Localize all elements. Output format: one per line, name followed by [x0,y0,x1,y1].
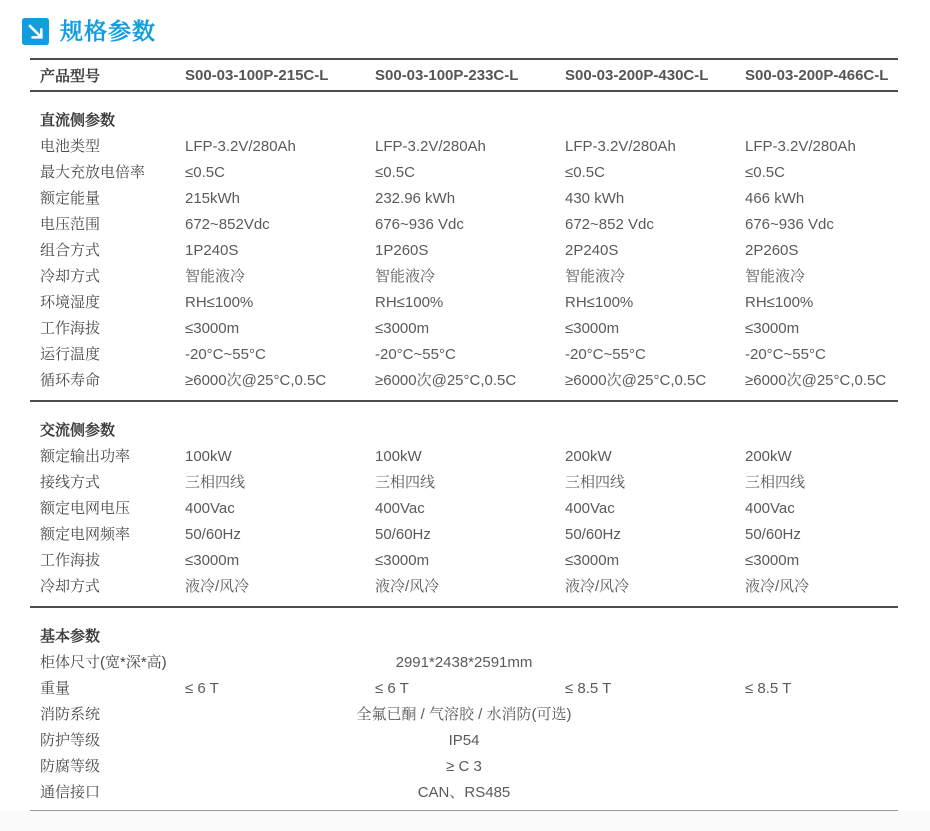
row-label: 通信接口 [40,784,101,801]
cell-value: 676~936 Vdc [375,216,464,233]
cell-value: ≤0.5C [745,164,785,181]
cell-value: LFP-3.2V/280Ah [565,138,676,155]
row-label: 工作海拔 [40,552,101,569]
cell-value: 676~936 Vdc [745,216,834,233]
model-column-header: S00-03-200P-466C-L [745,66,889,84]
cell-value: ≤ 6 T [185,680,219,697]
table-row [30,496,898,522]
cell-value: LFP-3.2V/280Ah [745,138,856,155]
cell-value: 液冷/风冷 [565,578,630,595]
cell-value: 100kW [375,448,422,465]
table-row [30,522,898,548]
cell-value: 50/60Hz [745,526,801,543]
cell-value: 400Vac [565,500,615,517]
cell-value: ≤ 6 T [375,680,409,697]
cell-value: 三相四线 [185,474,246,491]
cell-value: 50/60Hz [185,526,241,543]
cell-value: ≤3000m [375,552,430,569]
cell-value: ≥6000次@25°C,0.5C [745,372,887,389]
section-title: 基本参数 [40,628,101,645]
cell-value: -20°C~55°C [565,346,646,363]
cell-value: ≤3000m [565,320,620,337]
cell-value: 232.96 kWh [375,190,456,207]
product-model-header: 产品型号 [40,67,101,85]
row-label: 额定能量 [40,190,101,207]
table-row [30,160,898,186]
row-label: 重量 [40,680,71,697]
spec-table [30,58,898,811]
section-1 [30,402,898,608]
cell-value: 400Vac [745,500,795,517]
row-label: 消防系统 [40,706,101,723]
row-label: 环境湿度 [40,294,101,311]
cell-value: LFP-3.2V/280Ah [185,138,296,155]
cell-value: 三相四线 [375,474,436,491]
row-label: 额定电网频率 [40,526,131,543]
cell-value: LFP-3.2V/280Ah [375,138,486,155]
spanning-value: ≥ C 3 [446,758,482,775]
row-label: 接线方式 [40,474,101,491]
table-row [30,316,898,342]
cell-value: 50/60Hz [375,526,431,543]
section-2 [30,608,898,811]
section-title: 直流侧参数 [40,112,116,129]
row-label: 循环寿命 [40,372,101,389]
table-row [30,444,898,470]
table-row [30,676,898,702]
cell-value: 430 kWh [565,190,625,207]
cell-value: ≤0.5C [565,164,605,181]
table-row [30,470,898,496]
cell-value: -20°C~55°C [745,346,826,363]
cell-value: ≤0.5C [185,164,225,181]
table-sections [30,92,898,811]
cell-value: 400Vac [375,500,425,517]
row-label: 电压范围 [40,216,101,233]
row-label: 运行温度 [40,346,101,363]
row-label: 额定电网电压 [40,500,131,517]
cell-value: ≤3000m [185,552,240,569]
table-row [30,264,898,290]
cell-value: 200kW [565,448,612,465]
cell-value: ≤3000m [745,552,800,569]
cell-value: 2P260S [745,242,799,259]
row-label: 电池类型 [40,138,101,155]
cell-value: 1P240S [185,242,239,259]
table-row [30,212,898,238]
row-label: 柜体尺寸(宽*深*高) [40,654,167,671]
cell-value: RH≤100% [185,294,254,311]
table-row [30,728,898,754]
spanning-value: CAN、RS485 [417,784,511,801]
cell-value: 1P260S [375,242,429,259]
table-row [30,702,898,728]
cell-value: ≥6000次@25°C,0.5C [565,372,707,389]
row-label: 冷却方式 [40,578,101,595]
spanning-value: 2991*2438*2591mm [395,654,533,671]
cell-value: 400Vac [185,500,235,517]
cell-value: RH≤100% [745,294,814,311]
table-row [30,134,898,160]
table-row [30,368,898,394]
cell-value: ≤ 8.5 T [745,680,792,697]
cell-value: 三相四线 [565,474,626,491]
cell-value: 50/60Hz [565,526,621,543]
cell-value: ≤3000m [745,320,800,337]
cell-value: 215kWh [185,190,241,207]
cell-value: ≤ 8.5 T [565,680,612,697]
cell-value: 液冷/风冷 [745,578,810,595]
cell-value: 液冷/风冷 [375,578,440,595]
cell-value: 智能液冷 [565,268,626,285]
cell-value: 智能液冷 [375,268,436,285]
row-label: 防腐等级 [40,758,101,775]
cell-value: ≤3000m [185,320,240,337]
spanning-value: IP54 [448,732,480,749]
cell-value: 智能液冷 [745,268,806,285]
table-header-row [30,58,898,92]
table-row [30,342,898,368]
row-label: 防护等级 [40,732,101,749]
table-row [30,574,898,600]
cell-value: -20°C~55°C [375,346,456,363]
cell-value: 200kW [745,448,792,465]
cell-value: 2P240S [565,242,619,259]
table-row [30,238,898,264]
table-row [30,548,898,574]
table-row [30,186,898,212]
cell-value: 672~852 Vdc [565,216,654,233]
row-label: 组合方式 [40,242,101,259]
cell-value: ≥6000次@25°C,0.5C [375,372,517,389]
cell-value: RH≤100% [375,294,444,311]
section-0 [30,92,898,402]
row-label: 最大充放电倍率 [40,164,146,181]
cell-value: RH≤100% [565,294,634,311]
table-row [30,650,898,676]
corner-arrow-icon [22,18,49,45]
model-column-header: S00-03-100P-233C-L [375,66,519,84]
row-label: 工作海拔 [40,320,101,337]
model-column-header: S00-03-100P-215C-L [185,66,329,84]
table-row [30,780,898,806]
cell-value: 672~852Vdc [185,216,270,233]
cell-value: ≤3000m [375,320,430,337]
page-header [0,0,930,50]
section-title: 交流侧参数 [40,422,116,439]
cell-value: 智能液冷 [185,268,246,285]
model-column-header: S00-03-200P-430C-L [565,66,709,84]
spanning-value: 全氟已酮 / 气溶胶 / 水消防(可选) [356,706,572,723]
cell-value: 466 kWh [745,190,805,207]
table-row [30,754,898,780]
footer-strip [0,811,930,831]
row-label: 冷却方式 [40,268,101,285]
cell-value: ≤0.5C [375,164,415,181]
cell-value: 100kW [185,448,232,465]
cell-value: ≤3000m [565,552,620,569]
cell-value: ≥6000次@25°C,0.5C [185,372,327,389]
page-title: 规格参数 [60,17,156,44]
cell-value: -20°C~55°C [185,346,266,363]
cell-value: 液冷/风冷 [185,578,250,595]
cell-value: 三相四线 [745,474,806,491]
table-row [30,290,898,316]
row-label: 额定输出功率 [40,448,131,465]
